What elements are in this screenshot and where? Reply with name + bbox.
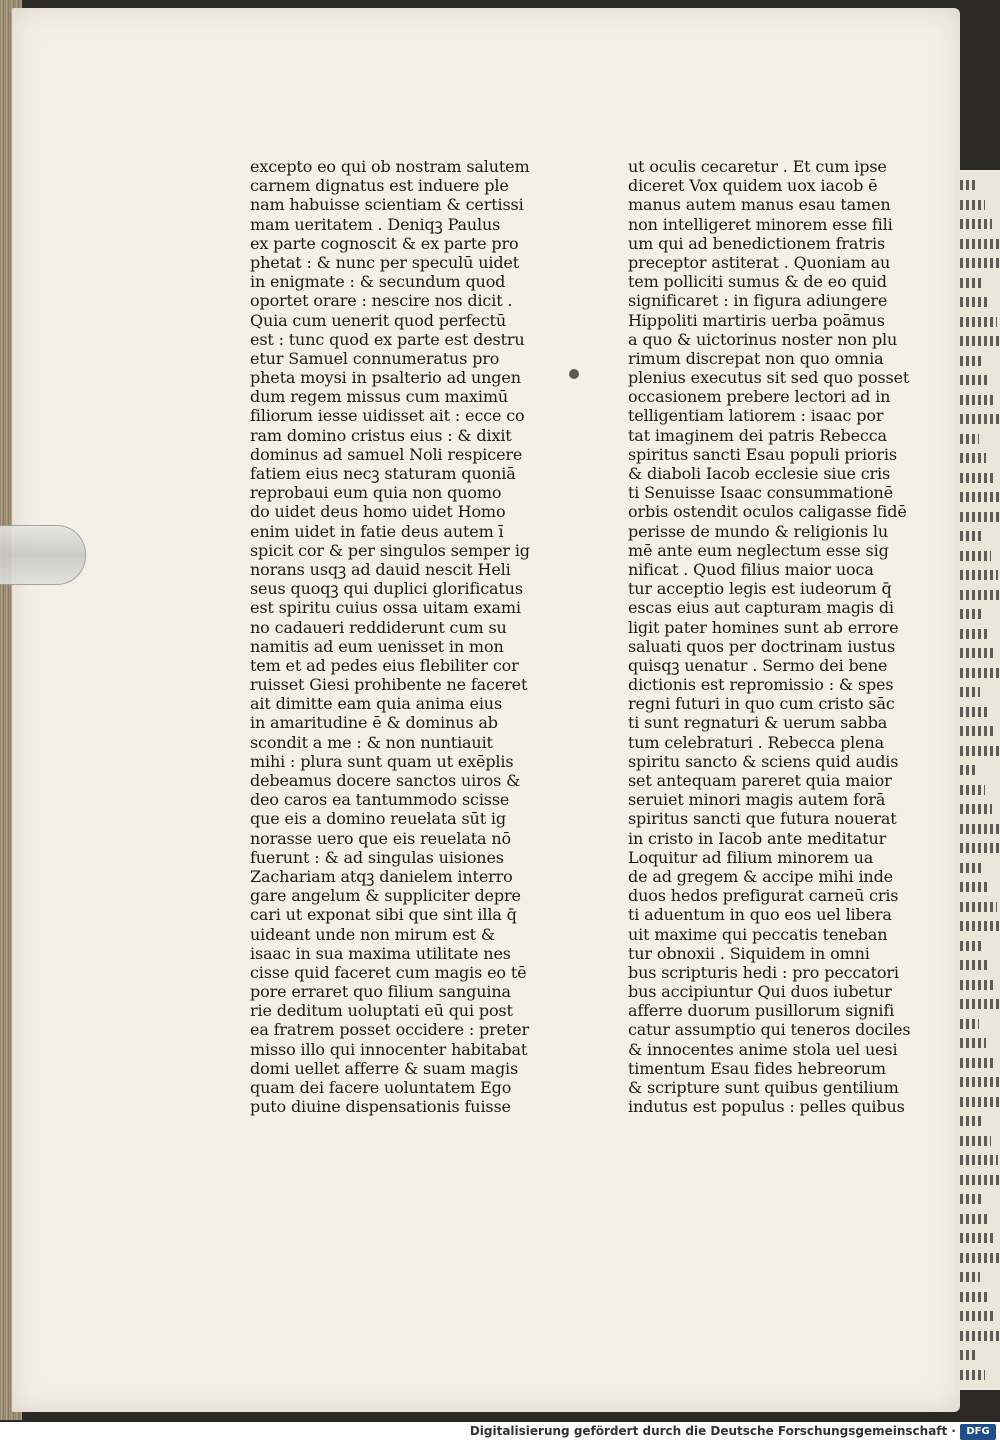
- text-line: deo caros ea tantummodo scisse: [250, 790, 510, 810]
- facing-text-fragment: [960, 863, 983, 873]
- text-line: est : tunc quod ex parte est destru: [250, 329, 525, 349]
- facing-text-fragment: [960, 1058, 993, 1068]
- facing-text-fragment: [960, 1019, 979, 1029]
- text-line: tum celebraturi . Rebecca plena: [628, 732, 884, 752]
- text-line: ut oculis cecaretur . Et cum ipse: [628, 157, 887, 176]
- facing-text-fragment: [960, 512, 1000, 522]
- facing-text-fragment: [960, 921, 1000, 931]
- facing-text-fragment: [960, 1253, 1000, 1263]
- facing-text-fragment: [960, 707, 987, 717]
- text-line: reprobaui eum quia non quomo: [250, 483, 502, 503]
- text-line: tur obnoxii . Siquidem in omni: [628, 943, 870, 963]
- facing-text-fragment: [960, 239, 999, 249]
- text-line: est spiritu cuius ossa uitam exami: [250, 598, 521, 618]
- text-line: timentum Esau fides hebreorum: [628, 1058, 886, 1078]
- facing-text-fragment: [960, 356, 981, 366]
- facing-text-fragment: [960, 1331, 1000, 1341]
- facing-text-fragment: [960, 1311, 994, 1321]
- text-line: de ad gregem & accipe mihi inde: [628, 866, 893, 886]
- text-line: pore erraret quo filium sanguina: [250, 982, 511, 1002]
- text-line: seus quoqꝫ qui duplici glorificatus: [250, 579, 523, 599]
- facing-text-fragment: [960, 590, 1000, 600]
- text-line: occasionem prebere lectori ad in: [628, 387, 891, 407]
- text-line: puto diuine dispensationis fuisse: [250, 1097, 511, 1117]
- text-line: namitis ad eum uenisset in mon: [250, 636, 504, 656]
- text-line: bus accipiuntur Qui duos iubetur: [628, 982, 892, 1002]
- facing-text-fragment: [960, 960, 988, 970]
- facing-text-fragment: [960, 200, 985, 210]
- text-line: in amaritudine ē & dominus ab: [250, 713, 498, 733]
- page-clip: [0, 525, 86, 585]
- facing-text-fragment: [960, 453, 986, 463]
- text-line: domi uellet afferre & suam magis: [250, 1058, 519, 1078]
- text-line: scondit a me : & non nuntiauit: [250, 732, 493, 752]
- text-line: rie deditum uoluptati eū qui post: [250, 1001, 513, 1021]
- facing-text-fragment: [960, 297, 990, 307]
- facing-text-fragment: [960, 473, 993, 483]
- text-line: regni futuri in quo cum cristo sāc: [628, 694, 895, 714]
- text-line: manus autem manus esau tamen: [628, 195, 891, 215]
- facing-text-fragment: [960, 824, 999, 834]
- text-line: Quia cum uenerit quod perfectū: [250, 310, 506, 330]
- facing-text-fragment: [960, 1175, 1000, 1185]
- text-line: saluati quos per doctrinam iustus: [628, 636, 896, 656]
- text-line: isaac in sua maxima utilitate nes: [250, 943, 511, 963]
- facing-text-fragment: [960, 1233, 996, 1243]
- text-line: norasse uero que eis reuelata nō: [250, 828, 511, 848]
- text-line: dum regem missus cum maximū: [250, 387, 509, 407]
- facing-text-fragment: [960, 687, 980, 697]
- facing-text-fragment: [960, 1077, 1000, 1087]
- text-line: spicit cor & per singulos semper ig: [250, 540, 530, 560]
- text-line: afferre duorum pusillorum signifi: [628, 1001, 895, 1021]
- text-line: norans usqꝫ ad dauid nescit Heli: [250, 559, 511, 579]
- facing-text-fragment: [960, 726, 994, 736]
- text-line: Hippoliti martiris uerba poāmus: [628, 310, 885, 330]
- text-line: orbis ostendit oculos caligasse fidē: [628, 502, 907, 522]
- text-line: dictionis est repromissio : & spes: [628, 675, 894, 695]
- text-line: duos hedos prefigurat carneū cris: [628, 886, 899, 906]
- dfg-logo: DFG: [960, 1424, 996, 1440]
- text-line: Loquitur ad filium minorem ua: [628, 847, 874, 867]
- text-line: nam habuisse scientiam & certissi: [250, 195, 524, 215]
- text-line: in cristo in Iacob ante meditatur: [628, 828, 887, 848]
- text-line: a quo & uictorinus noster non plu: [628, 329, 898, 349]
- text-line: ti aduentum in quo eos uel libera: [628, 905, 892, 925]
- text-line: quam dei facere uoluntatem Ego: [250, 1078, 512, 1097]
- text-line: dominus ad samuel Noli respicere: [250, 444, 523, 464]
- facing-text-fragment: [960, 1214, 989, 1224]
- text-line: enim uidet in fatie deus autem ī: [250, 521, 504, 541]
- facing-text-fragment: [960, 1038, 986, 1048]
- facing-text-fragment: [960, 1116, 984, 1126]
- text-line: ait dimitte eam quia anima eius: [250, 694, 502, 714]
- facing-text-fragment: [960, 336, 1000, 346]
- text-line: ligit pater homines sunt ab errore: [628, 617, 899, 637]
- facing-text-fragment: [960, 609, 982, 619]
- text-line: & scripture sunt quibus gentilium: [628, 1078, 899, 1097]
- facing-text-fragment: [960, 317, 997, 327]
- text-line: non intelligeret minorem esse fili: [628, 214, 893, 234]
- text-line: tem polliciti sumus & de eo quid: [628, 272, 887, 292]
- facing-text-fragment: [960, 531, 984, 541]
- facing-text-fragment: [960, 902, 997, 912]
- facing-text-fragment: [960, 180, 978, 190]
- text-line: tur acceptio legis est iudeorum q̄: [628, 579, 892, 599]
- text-line: oportet orare : nescire nos dicit .: [250, 291, 513, 311]
- text-line: carnem dignatus est induere ple: [250, 176, 509, 196]
- facing-text-fragment: [960, 1097, 1000, 1107]
- facing-text-fragment: [960, 882, 990, 892]
- facing-text-fragment: [960, 258, 1000, 268]
- facing-text-fragment: [960, 765, 978, 775]
- text-line: do uidet deus homo uidet Homo: [250, 502, 506, 522]
- text-line: ti sunt regnaturi & uerum sabba: [628, 713, 888, 733]
- text-line: & innocentes anime stola uel uesi: [628, 1039, 898, 1059]
- facing-text-fragment: [960, 1194, 982, 1204]
- text-line: uideant unde non mirum est &: [250, 924, 495, 944]
- facing-text-fragment: [960, 219, 992, 229]
- facing-text-fragment: [960, 1350, 978, 1360]
- text-line: debeamus docere sanctos uiros &: [250, 771, 521, 790]
- text-line: in enigmate : & secundum quod: [250, 272, 506, 292]
- facing-text-fragment: [960, 629, 989, 639]
- facing-text-fragment: [960, 648, 996, 658]
- text-line: spiritus sancti que futura nouerat: [628, 809, 897, 829]
- text-line: diceret Vox quidem uox iacob ē: [628, 176, 878, 196]
- facing-text-fragment: [960, 941, 981, 951]
- text-line: uit maxime qui peccatis teneban: [628, 924, 888, 944]
- text-line: ex parte cognoscit & ex parte pro: [250, 233, 519, 253]
- text-line: excepto eo qui ob nostram salutem: [250, 157, 530, 176]
- text-line: bus scripturis hedi : pro peccatori: [628, 962, 899, 982]
- text-line: plenius executus sit sed quo posset: [628, 368, 910, 388]
- text-line: phetat : & nunc per speculū uidet: [250, 252, 520, 272]
- facing-page-edge: [958, 170, 1000, 1390]
- text-line: gare angelum & suppliciter depre: [250, 886, 521, 906]
- facing-text-fragment: [960, 1136, 991, 1146]
- text-line: set antequam pareret quia maior: [628, 771, 892, 790]
- facing-text-fragment: [960, 1155, 998, 1165]
- facing-text-fragment: [960, 395, 995, 405]
- text-line: fuerunt : & ad singulas uisiones: [250, 847, 504, 867]
- facing-text-fragment: [960, 746, 1000, 756]
- facing-text-fragment: [960, 551, 991, 561]
- text-line: fatiem eius necꝫ staturam quoniā: [250, 464, 516, 483]
- facing-text-fragment: [960, 434, 979, 444]
- facing-text-fragment: [960, 785, 985, 795]
- text-line: escas eius aut capturam magis di: [628, 598, 894, 618]
- text-line: mam ueritatem . Deniqꝫ Paulus: [250, 214, 501, 234]
- text-line: rimum discrepat non quo omnia: [628, 348, 884, 368]
- facing-text-fragment: [960, 668, 1000, 678]
- text-line: tat imaginem dei patris Rebecca: [628, 425, 887, 445]
- facing-text-fragment: [960, 570, 998, 580]
- facing-text-fragment: [960, 492, 1000, 502]
- facing-text-fragment: [960, 804, 992, 814]
- text-line: indutus est populus : pelles quibus: [628, 1097, 905, 1117]
- text-line: tem et ad pedes eius flebiliter cor: [250, 655, 519, 675]
- text-line: ruisset Giesi prohibente ne faceret: [250, 675, 528, 695]
- text-line: no cadaueri reddiderunt cum su: [250, 617, 507, 637]
- text-line: seruiet minori magis autem forā: [628, 790, 886, 810]
- facing-text-fragment: [960, 278, 983, 288]
- text-line: ram domino cristus eius : & dixit: [250, 425, 512, 445]
- text-line: perisse de mundo & religionis lu: [628, 521, 889, 541]
- text-line: ti Senuisse Isaac consummationē: [628, 483, 894, 503]
- binding-hole: [569, 369, 579, 379]
- facing-text-fragment: [960, 414, 1000, 424]
- text-line: preceptor astiterat . Quoniam au: [628, 252, 891, 272]
- text-line: cari ut exponat sibi que sint illa q̄: [250, 905, 517, 925]
- text-line: catur assumptio qui teneros dociles: [628, 1020, 911, 1040]
- text-line: mē ante eum neglectum esse sig: [628, 540, 889, 560]
- facing-text-fragment: [960, 375, 988, 385]
- text-line: spiritus sancti Esau populi prioris: [628, 444, 897, 464]
- text-line: & diaboli Iacob ecclesie siue cris: [628, 464, 891, 483]
- text-column-right: [628, 157, 910, 1116]
- text-line: que eis a domino reuelata sūt ig: [250, 809, 506, 829]
- facing-text-fragment: [960, 980, 995, 990]
- text-line: um qui ad benedictionem fratris: [628, 233, 886, 253]
- text-line: cisse quid faceret cum magis eo tē: [250, 962, 527, 982]
- facing-text-fragment: [960, 1272, 980, 1282]
- text-line: filiorum iesse uidisset ait : ecce co: [250, 406, 525, 426]
- text-line: Zachariam atqꝫ danielem interro: [250, 866, 513, 886]
- text-column-left: [250, 157, 542, 1116]
- text-line: spiritu sancto & sciens quid audis: [628, 751, 899, 771]
- text-line: etur Samuel connumeratus pro: [250, 348, 500, 368]
- text-line: significaret : in figura adiungere: [628, 291, 888, 311]
- text-line: ea fratrem posset occidere : preter: [250, 1020, 530, 1040]
- text-line: telligentiam latiorem : isaac por: [628, 406, 884, 426]
- digitization-credit: Digitalisierung gefördert durch die Deutsche Forschungsgemeinschaft ·: [469, 1424, 956, 1438]
- facing-text-fragment: [960, 999, 1000, 1009]
- text-line: nificat . Quod filius maior uoca: [628, 559, 874, 579]
- facing-text-fragment: [960, 1370, 985, 1380]
- text-line: mihi : plura sunt quam ut exēplis: [250, 751, 514, 771]
- text-line: pheta moysi in psalterio ad ungen: [250, 368, 521, 388]
- facing-text-fragment: [960, 843, 1000, 853]
- text-line: misso illo qui innocenter habitabat: [250, 1039, 528, 1059]
- facing-text-fragment: [960, 1292, 987, 1302]
- text-line: quisqꝫ uenatur . Sermo dei bene: [628, 655, 888, 675]
